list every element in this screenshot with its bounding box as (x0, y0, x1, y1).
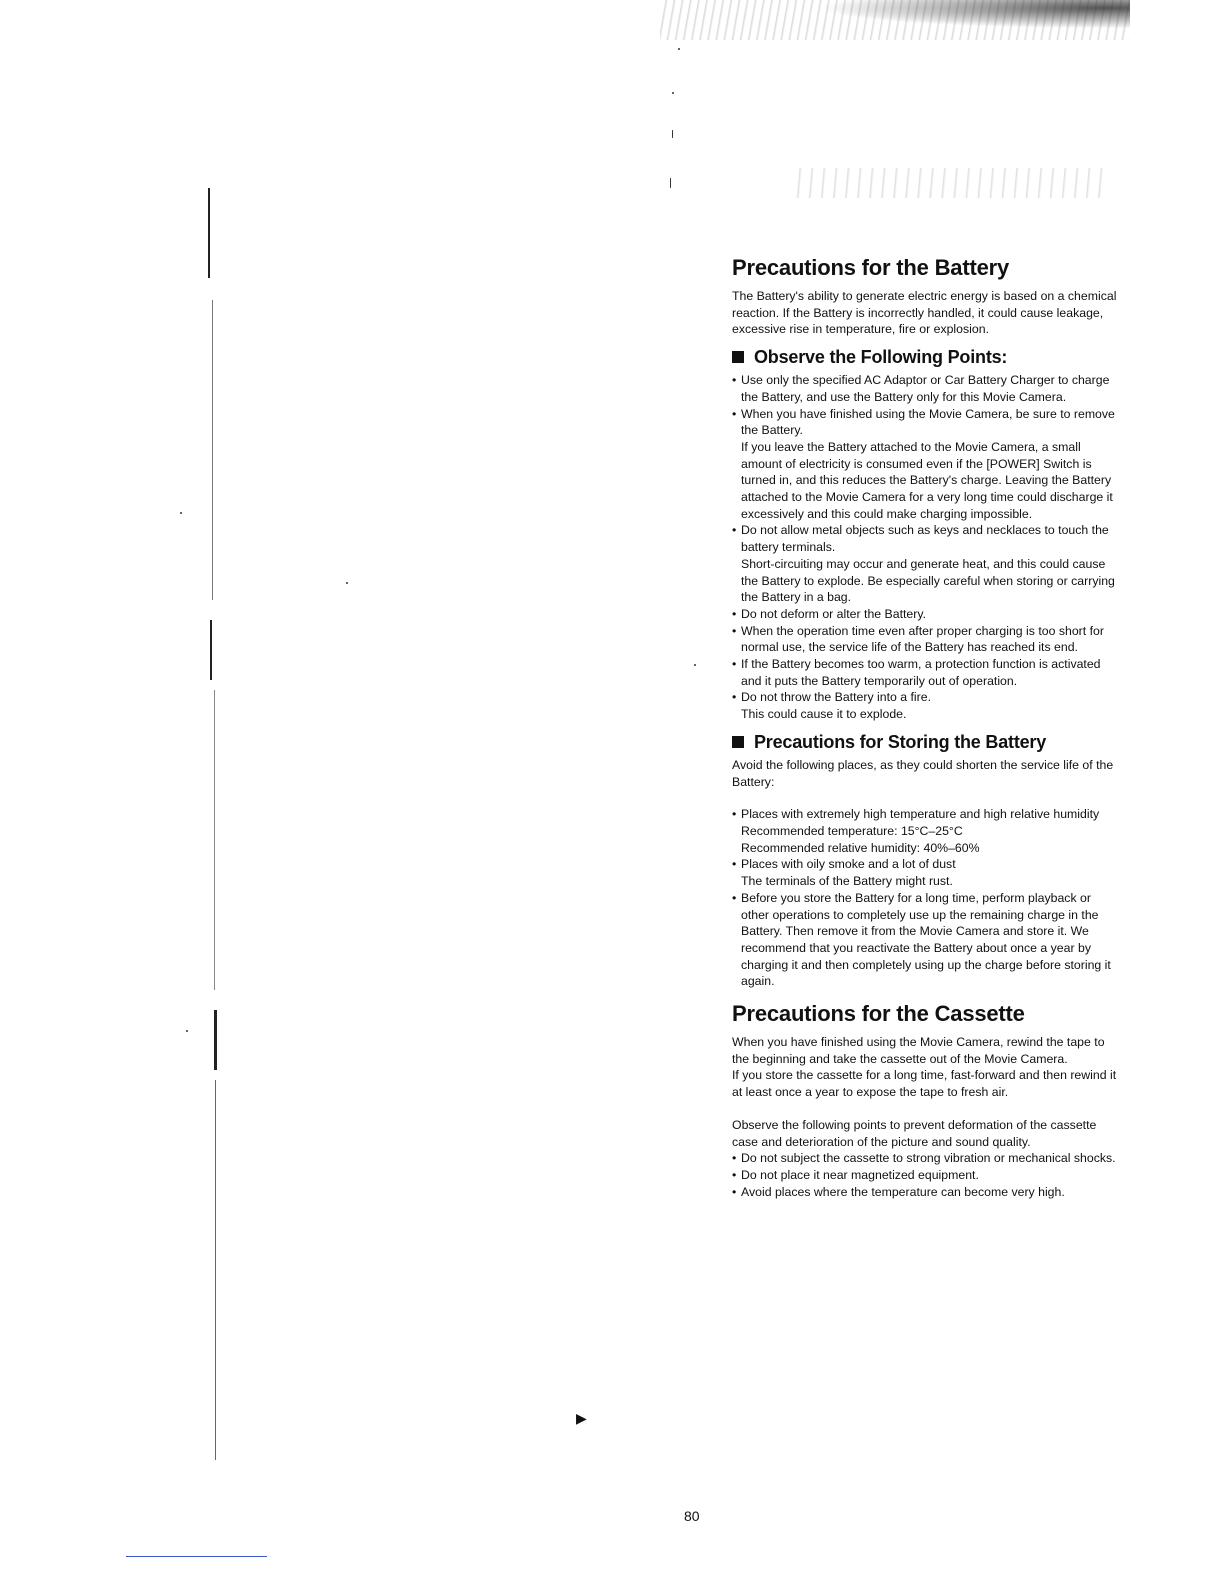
battery-title: Precautions for the Battery (732, 255, 1010, 280)
scan-speckle-mid (790, 168, 1110, 198)
list-item-text: If the Battery becomes too warm, a protection function is activated and it puts the Battery temporarily out of operation. (741, 657, 1101, 688)
bullet-icon: • (732, 523, 737, 538)
scan-dot (678, 48, 680, 50)
bullet-icon: • (732, 623, 737, 638)
bullet-icon: • (732, 373, 737, 388)
list-item (732, 406, 1118, 523)
bullet-icon: • (732, 690, 737, 705)
bullet-icon: • (732, 657, 737, 672)
footer-rule (126, 1556, 267, 1557)
scan-dot (672, 92, 674, 94)
cassette-title: Precautions for the Cassette (732, 1001, 1025, 1027)
list-item (732, 372, 1118, 405)
list-item-text: Do not deform or alter the Battery. (741, 606, 926, 621)
list-item (732, 856, 1118, 889)
cassette-observe-intro: Observe the following points to prevent deformation of the cassette case and deterioration of the picture and sound quality. (732, 1117, 1097, 1149)
list-item-note: Short-circuiting may occur and generate heat, and this could cause the Battery to explode. Be especially careful when storing or carrying the Battery in a bag. (741, 556, 1115, 605)
list-item (732, 522, 1118, 606)
scan-dot (180, 512, 182, 514)
scan-edge-left-3 (210, 620, 212, 680)
scan-dot (694, 664, 696, 666)
list-item (732, 623, 1118, 656)
bullet-icon: • (732, 606, 737, 621)
bullet-icon: • (732, 890, 737, 905)
cassette-list (732, 1150, 1118, 1200)
list-item-note: Recommended temperature: 15°C–25°C (741, 823, 963, 838)
list-item-note: Recommended relative humidity: 40%–60% (741, 840, 980, 855)
scan-dot (670, 178, 671, 188)
content-column (732, 254, 1118, 1200)
scan-edge-left-1 (208, 188, 210, 278)
list-item-text: Use only the specified AC Adaptor or Car Battery Charger to charge the Battery, and use the Battery only for this Movie Camera. (741, 373, 1110, 404)
list-item (732, 606, 1118, 623)
cassette-intro-1: When you have finished using the Movie Camera, rewind the tape to the beginning and take the cassette out of the Movie Camera. (732, 1035, 1105, 1066)
battery-intro: The Battery's ability to generate electric energy is based on a chemical reaction. If the Battery is incorrectly handled, it could cause leakage, excessive rise in temperature, fire or explosion. (732, 289, 1117, 337)
cassette-intro-2: If you store the cassette for a long time, fast-forward and then rewind it at least once a year to expose the tape to fresh air. (732, 1068, 1117, 1100)
list-item-text: Do not allow metal objects such as keys and necklaces to touch the battery terminals. (741, 523, 1109, 555)
observe-heading (732, 346, 1118, 368)
arrow-mark-icon: ▶ (576, 1410, 587, 1426)
scan-dot (672, 130, 673, 138)
list-item (732, 1184, 1118, 1201)
observe-title: Observe the Following Points: (754, 347, 1008, 368)
list-item (732, 1150, 1118, 1167)
storing-intro: Avoid the following places, as they could shorten the service life of the Battery: (732, 757, 1114, 789)
scan-edge-left-2 (212, 300, 213, 600)
storing-title: Precautions for Storing the Battery (754, 731, 1047, 752)
list-item (732, 656, 1118, 689)
list-item (732, 806, 1118, 856)
bullet-icon: • (732, 857, 737, 872)
storing-heading (732, 731, 1118, 753)
storing-list (732, 806, 1118, 990)
list-item-text: Do not subject the cassette to strong vibration or mechanical shocks. (741, 1151, 1116, 1166)
list-item-text: Do not throw the Battery into a fire. (741, 690, 932, 705)
scan-edge-left-5 (214, 1010, 217, 1070)
list-item-text: When you have finished using the Movie Camera, be sure to remove the Battery. (741, 406, 1115, 438)
list-item-note: If you leave the Battery attached to the Movie Camera, a small amount of electricity is consumed even if the [POWER] Switch is turned in, and this reduces the Battery's charge. Leaving the Battery attached to the Movie Camera for a very long time could discharge it excessively and this could make charging impossible. (741, 439, 1113, 521)
square-bullet-icon (732, 351, 744, 363)
bullet-icon: • (732, 1184, 737, 1199)
bullet-icon: • (732, 406, 737, 421)
list-item (732, 689, 1118, 722)
bullet-icon: • (732, 1167, 737, 1182)
scan-speckle-top (660, 0, 1130, 40)
list-item-text: Avoid places where the temperature can become very high. (741, 1184, 1065, 1199)
list-item-text: Places with oily smoke and a lot of dust (741, 857, 956, 872)
scan-dot (186, 1030, 188, 1032)
list-item (732, 890, 1118, 990)
bullet-icon: • (732, 807, 737, 822)
list-item-text: Do not place it near magnetized equipment. (741, 1167, 979, 1182)
list-item-text: Places with extremely high temperature and high relative humidity (741, 807, 1100, 822)
list-item-text: When the operation time even after proper charging is too short for normal use, the service life of the Battery has reached its end. (741, 623, 1104, 655)
square-bullet-icon (732, 736, 744, 748)
scan-dot (346, 582, 348, 584)
page-number: 80 (684, 1508, 700, 1524)
scan-edge-left-4 (214, 690, 215, 990)
bullet-icon: • (732, 1151, 737, 1166)
list-item-note: The terminals of the Battery might rust. (741, 874, 953, 889)
list-item-note: This could cause it to explode. (741, 707, 907, 722)
observe-list (732, 372, 1118, 723)
list-item-text: Before you store the Battery for a long time, perform playback or other operations to completely use up the remaining charge in the Battery. Then remove it from the Movie Camera and store it. We recommend that you reactivate the Battery about once a year by charging it and then completely using up the charge before storing it again. (741, 890, 1111, 989)
list-item (732, 1167, 1118, 1184)
scan-edge-left-6 (215, 1080, 216, 1460)
